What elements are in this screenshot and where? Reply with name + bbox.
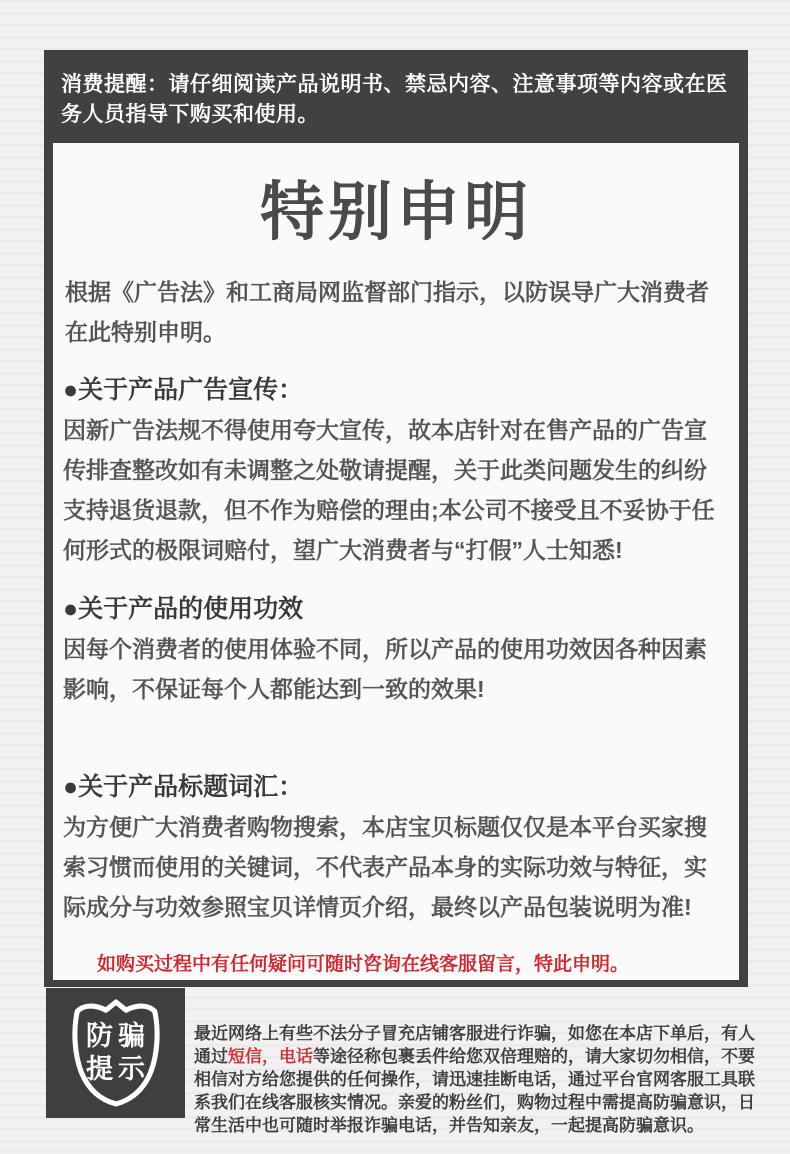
shield-label: [46, 988, 185, 1118]
section-body-product-efficacy: 因每个消费者的使用体验不同，所以产品的使用功效因各种因素影响，不保证每个人都能达到一致的效果!: [63, 636, 707, 703]
fraud-text-red-highlight: 短信，电话: [228, 1047, 313, 1066]
anti-fraud-text: [194, 1005, 762, 1137]
shield-label-line1: 防骗: [86, 1021, 150, 1051]
section-heading-title-keywords: ●关于产品标题词汇：: [63, 773, 304, 802]
declaration-frame: [44, 50, 748, 987]
anti-fraud-badge: [46, 988, 185, 1118]
declaration-panel: [53, 143, 739, 980]
anti-fraud-section: [46, 988, 762, 1154]
consumer-reminder-banner: 消费提醒：请仔细阅读产品说明书、禁忌内容、注意事项等内容或在医务人员指导下购买和使用。: [61, 73, 728, 126]
page-title: 特别申明: [260, 176, 532, 248]
fraud-text-before: 最近网络上有些不法分子冒充店铺客服进行诈骗，如您在本店下单后，有人通过: [194, 1024, 755, 1066]
fraud-text-after: 等途径称包裹丢件给您双倍理赔的，请大家切勿相信，不要相信对方给您提供的任何操作，请迅速挂断电话，通过平台官网客服工具联系我们在线客服核实情况。亲爱的粉丝们，购物过程中需提高防骗意识，日常生活中也可随时举报诈骗电话，并告知亲友，一起提高防骗意识。: [194, 1047, 755, 1135]
section-body-title-keywords: 为方便广大消费者购物搜索，本店宝贝标题仅仅是本平台买家搜索习惯而使用的关键词，不代表产品本身的实际功效与特征，实际成分与功效参照宝贝详情页介绍，最终以产品包装说明为准!: [63, 814, 707, 921]
section-body-ad-promotion: 因新广告法规不得使用夸大宣传，故本店针对在售产品的广告宣传排查整改如有未调整之处敬请提醒，关于此类问题发生的纠纷支持退货退款，但不作为赔偿的理由;本公司不接受且不妥协于任何形式的极限词赔付，望广大消费者与“打假”人士知悉!: [63, 417, 715, 564]
intro-paragraph: 根据《广告法》和工商局网监督部门指示，以防误导广大消费者在此特别申明。: [65, 279, 709, 346]
shield-label-line2: 提示: [86, 1054, 150, 1084]
section-heading-ad-promotion: ●关于产品广告宣传：: [63, 376, 304, 405]
section-heading-product-efficacy: ●关于产品的使用功效: [63, 595, 304, 624]
customer-service-note: 如购买过程中有任何疑问可随时咨询在线客服留言，特此申明。: [97, 954, 630, 976]
